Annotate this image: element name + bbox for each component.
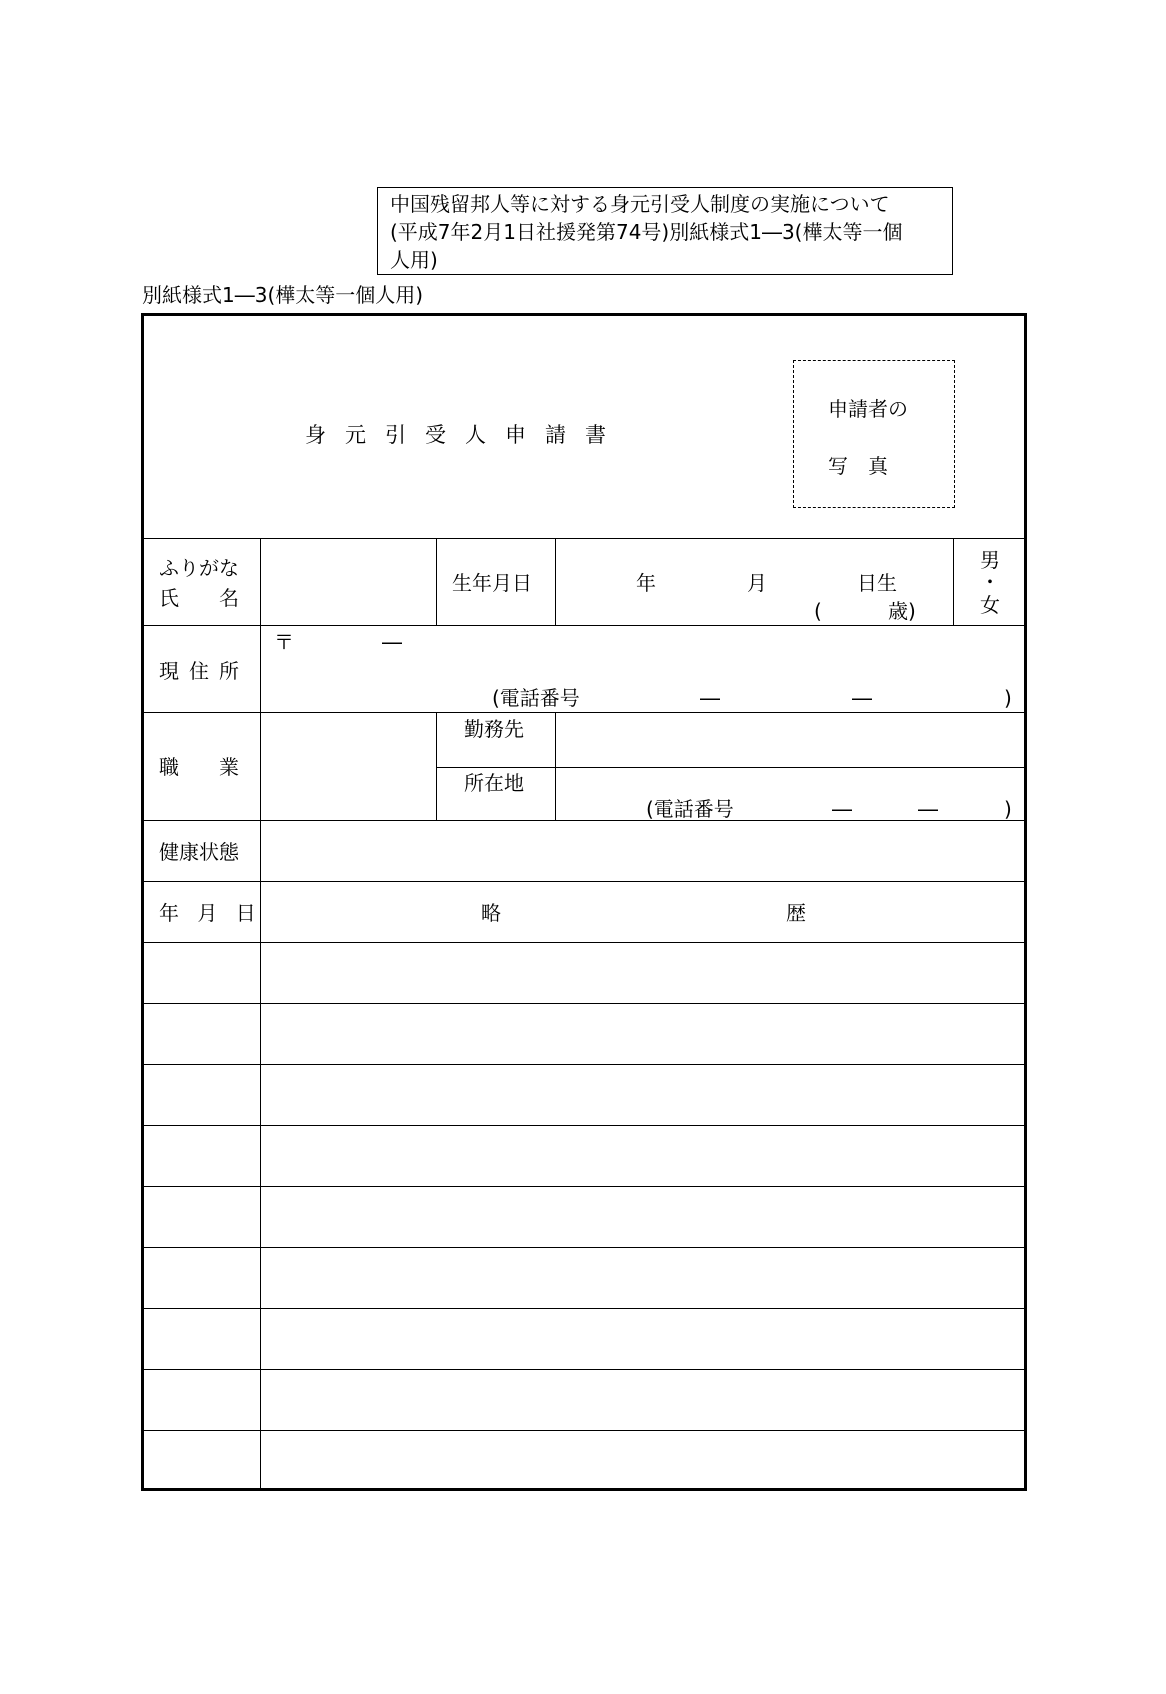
notice-line-3: 人用) xyxy=(390,248,438,272)
row-divider xyxy=(142,625,1026,626)
row-divider xyxy=(142,820,1026,821)
address-phone-dash-1: ― xyxy=(700,686,720,710)
form-title: 身元引受人申請書 xyxy=(305,423,625,447)
photo-box[interactable] xyxy=(793,360,955,508)
row-divider xyxy=(142,1125,1026,1126)
row-divider xyxy=(142,1369,1026,1370)
history-label-2: 歴 xyxy=(786,901,806,925)
job-phone-dash-1: ― xyxy=(832,797,852,821)
workplace-label: 勤務先 xyxy=(464,717,524,741)
age-label: 歳) xyxy=(888,599,916,623)
row-divider xyxy=(142,1064,1026,1065)
history-row[interactable] xyxy=(262,1249,1024,1307)
job-phone-label: (電話番号 xyxy=(646,797,734,821)
column-divider xyxy=(260,538,261,1488)
row-divider xyxy=(142,538,1026,539)
job-phone-close: ) xyxy=(1004,797,1012,821)
history-label-1: 略 xyxy=(481,901,501,925)
address-phone-label: (電話番号 xyxy=(492,686,580,710)
occupation-field[interactable] xyxy=(262,714,434,819)
occupation-label: 職 業 xyxy=(159,755,239,779)
photo-label-1: 申請者の xyxy=(828,397,908,421)
name-field[interactable] xyxy=(262,540,434,624)
history-row[interactable] xyxy=(262,1066,1024,1124)
birth-year-label: 年 xyxy=(636,571,656,595)
sex-separator: ・ xyxy=(980,570,1000,594)
row-divider xyxy=(142,881,1026,882)
column-divider xyxy=(436,712,437,820)
birth-day-label: 日生 xyxy=(857,571,897,595)
health-label: 健康状態 xyxy=(159,840,239,864)
furigana-label: ふりがな xyxy=(159,556,239,580)
history-row[interactable] xyxy=(262,1371,1024,1429)
name-label: 氏 名 xyxy=(159,586,239,610)
row-divider xyxy=(142,1430,1026,1431)
notice-box xyxy=(377,187,953,275)
history-date-label: 年 月 日 xyxy=(159,901,262,925)
row-divider xyxy=(142,1003,1026,1004)
row-divider xyxy=(142,1247,1026,1248)
history-row[interactable] xyxy=(262,1432,1024,1488)
row-divider xyxy=(142,942,1026,943)
column-divider xyxy=(436,538,437,625)
postal-mark: 〒 xyxy=(274,630,294,654)
sex-male-label: 男 xyxy=(980,548,1000,572)
notice-line-1: 中国残留邦人等に対する身元引受人制度の実施について xyxy=(390,192,890,216)
birthdate-label: 生年月日 xyxy=(452,571,532,595)
photo-label-2: 写 真 xyxy=(828,454,888,478)
age-open: ( xyxy=(814,599,822,623)
column-divider xyxy=(555,712,556,820)
address-label: 現住所 xyxy=(159,659,249,683)
history-row[interactable] xyxy=(262,1310,1024,1368)
sex-female-label: 女 xyxy=(980,593,1000,617)
job-phone-dash-2: ― xyxy=(918,797,938,821)
address-phone-dash-2: ― xyxy=(852,686,872,710)
birth-month-label: 月 xyxy=(747,571,767,595)
health-field[interactable] xyxy=(262,822,1024,880)
history-row[interactable] xyxy=(262,1005,1024,1063)
column-divider xyxy=(953,538,954,625)
notice-line-2: (平成7年2月1日社援発第74号)別紙様式1―3(樺太等一個 xyxy=(390,220,903,244)
row-divider xyxy=(142,1186,1026,1187)
address-phone-close: ) xyxy=(1004,686,1012,710)
form-label: 別紙様式1―3(樺太等一個人用) xyxy=(142,283,424,307)
row-divider xyxy=(142,712,1026,713)
history-row[interactable] xyxy=(262,1127,1024,1185)
history-row[interactable] xyxy=(262,944,1024,1002)
row-divider xyxy=(142,1308,1026,1309)
location-label: 所在地 xyxy=(464,771,524,795)
history-row[interactable] xyxy=(262,1188,1024,1246)
column-divider xyxy=(555,538,556,625)
postal-dash: ― xyxy=(382,630,402,654)
row-divider xyxy=(436,767,1026,768)
